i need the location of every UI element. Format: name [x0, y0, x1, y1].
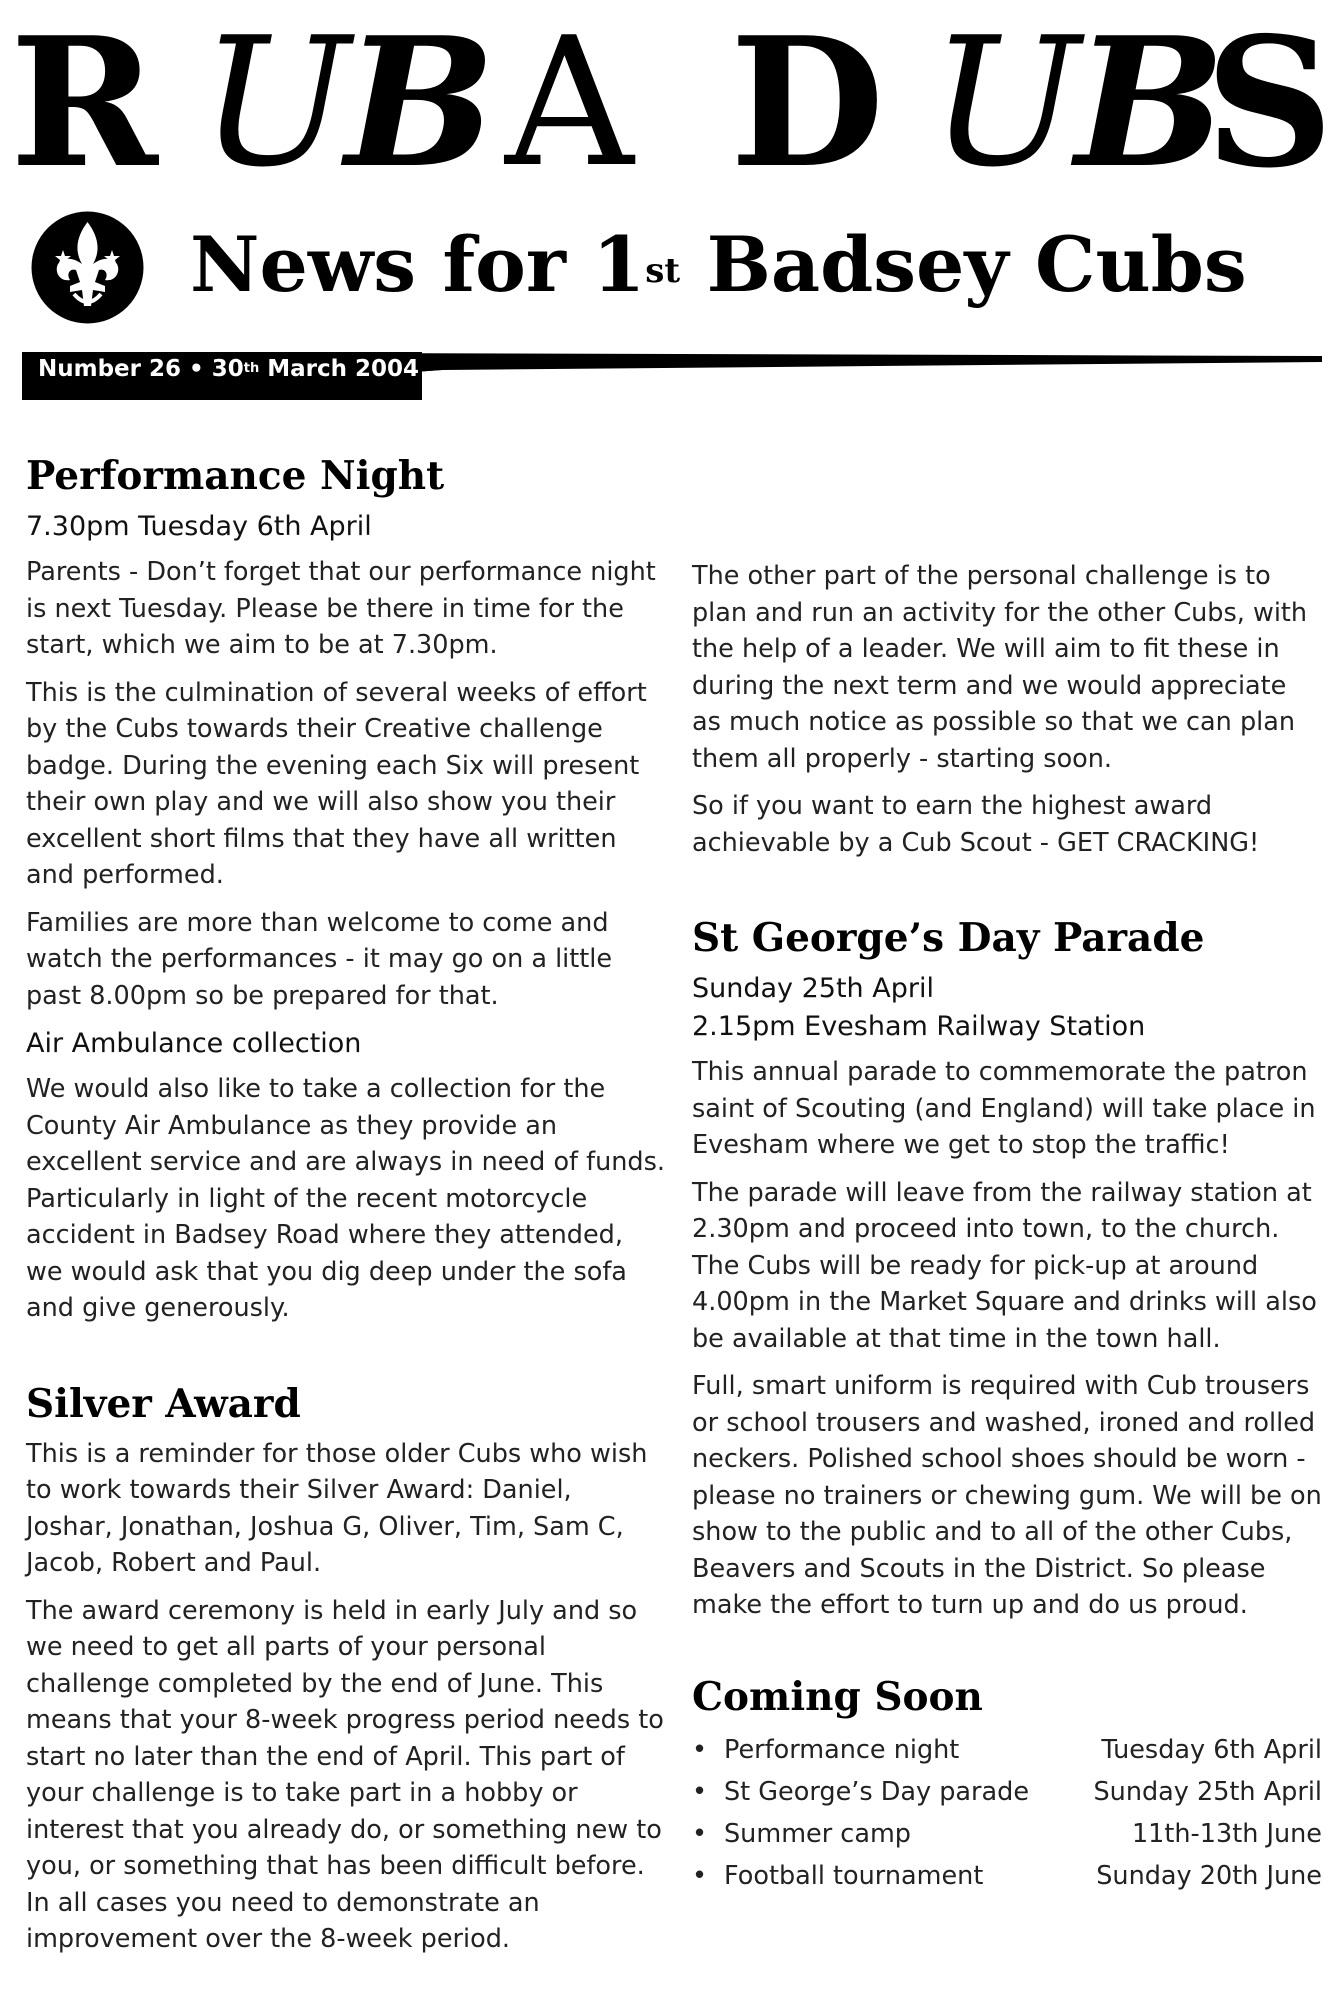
subtitle-end: Badsey Cubs [680, 220, 1247, 309]
paragraph: We would also like to take a collection for the County Air Ambulance as they provide an excellent service and are always in need of funds. Particularly in light of the recent motorcycle accident in Badsey Road where they attended, we would ask that you dig deep under the sofa and give generously. [26, 1074, 666, 1323]
right-column [692, 558, 1322, 1897]
paragraph: Parents - Don’t forget that our performance night is next Tuesday. Please be there in time for the start, which we aim to be at 7.30pm. [26, 557, 656, 660]
paragraph: The award ceremony is held in early July and so we need to get all parts of your personal challenge completed by the end of June. This means that your 8-week progress period needs to start no later than the end of April. This part of your challenge is to take part in a hobby or interest that you already do, or something new to you, or something that has been difficult before. In all cases you need to demonstrate an improvement over the 8-week period. [26, 1595, 664, 1954]
masthead-letter: U [200, 0, 351, 206]
subtitle-main: News for 1 [190, 220, 646, 309]
section-heading: Performance Night [26, 453, 445, 499]
event-time: 7.30pm Tuesday 6th April [26, 511, 372, 542]
sub-heading: Air Ambulance collection [26, 1028, 362, 1059]
issue-info [38, 353, 419, 385]
newsletter-subtitle [190, 215, 1247, 315]
event-name: • St George’s Day parade [724, 1776, 1030, 1807]
issue-date-sup: th [243, 361, 260, 376]
paragraph: This is a reminder for those older Cubs who wish to work towards their Silver Award: Daniel, Joshar, Jonathan, Joshua G, Oliver, Tim, Sam C, Jacob, Robert and Paul. [26, 1438, 648, 1578]
masthead-letter: B [1075, 0, 1226, 207]
paragraph: Families are more than welcome to come and watch the performances - it may go on a little past 8.00pm so be prepared for that. [26, 907, 613, 1011]
section-heading: St George’s Day Parade [692, 915, 1205, 961]
masthead-letter: A [505, 0, 634, 206]
issue-number: Number 26 [38, 356, 182, 382]
issue-date [212, 356, 419, 382]
paragraph: So if you want to earn the highest award achievable by a Cub Scout - GET CRACKING! [692, 791, 1260, 858]
list-item [692, 1771, 1322, 1813]
event-name: • Football tournament [724, 1860, 984, 1891]
event-date: Tuesday 6th April [1101, 1734, 1322, 1765]
paragraph: Full, smart uniform is required with Cub trousers or school trousers and washed, ironed and rolled neckers. Polished school shoes should be worn - please no trainers or chewing gum. We will be on show to the public and to all of the other Cubs, Beavers and Scouts in the District. So please make the effort to turn up and do us proud. [692, 1371, 1322, 1620]
event-time-location: 2.15pm Evesham Railway Station [692, 1011, 1146, 1042]
event-name: • Summer camp [724, 1818, 911, 1849]
left-column [26, 450, 666, 1969]
list-item [692, 1729, 1322, 1771]
event-date: Sunday 20th June [1096, 1860, 1322, 1891]
masthead-letter: S [1205, 0, 1334, 207]
paragraph: This is the culmination of several weeks of effort by the Cubs towards their Creative challenge badge. During the evening each Six will present their own play and we will also show you their excellent short films that they have all written and performed. [26, 677, 647, 890]
section-heading: Coming Soon [692, 1673, 983, 1720]
issue-date-rest: March 2004 [259, 356, 420, 382]
masthead-letter: B [345, 0, 496, 207]
paragraph: This annual parade to commemorate the patron saint of Scouting (and England) will take place in Evesham where we get to stop the traffic! [692, 1057, 1316, 1160]
st-georges-day-section [692, 912, 1322, 1624]
masthead-letter: U [930, 0, 1081, 206]
list-item [692, 1855, 1322, 1897]
event-date: 11th-13th June [1131, 1818, 1322, 1849]
list-item [692, 1813, 1322, 1855]
issue-date-day: 30 [211, 356, 244, 382]
coming-soon-section [692, 1671, 1322, 1897]
masthead-letter: D [730, 0, 885, 207]
paragraph: The other part of the personal challenge is to plan and run an activity for the other Cubs, with the help of a leader. We will aim to fit these in during the next term and we would appreciate as much notice as possible so that we can plan them all properly - starting soon. [692, 561, 1308, 774]
event-name: • Performance night [724, 1734, 960, 1765]
paragraph: The parade will leave from the railway station at 2.30pm and proceed into town, to the church. The Cubs will be ready for pick-up at around 4.00pm in the Market Square and drinks will also be available at that time in the town hall. [692, 1177, 1317, 1354]
performance-night-section [26, 450, 666, 1327]
masthead [0, 0, 1342, 207]
event-date: Sunday 25th April [1093, 1776, 1322, 1807]
section-heading: Silver Award [26, 1380, 301, 1427]
masthead-letter: R [10, 0, 158, 207]
event-date: Sunday 25th April [692, 973, 934, 1004]
scout-fleur-de-lis-icon [30, 210, 145, 325]
subtitle-sup: st [645, 251, 681, 291]
coming-soon-list [692, 1729, 1322, 1897]
issue-separator: • [189, 356, 204, 382]
silver-award-section [26, 1378, 666, 1958]
